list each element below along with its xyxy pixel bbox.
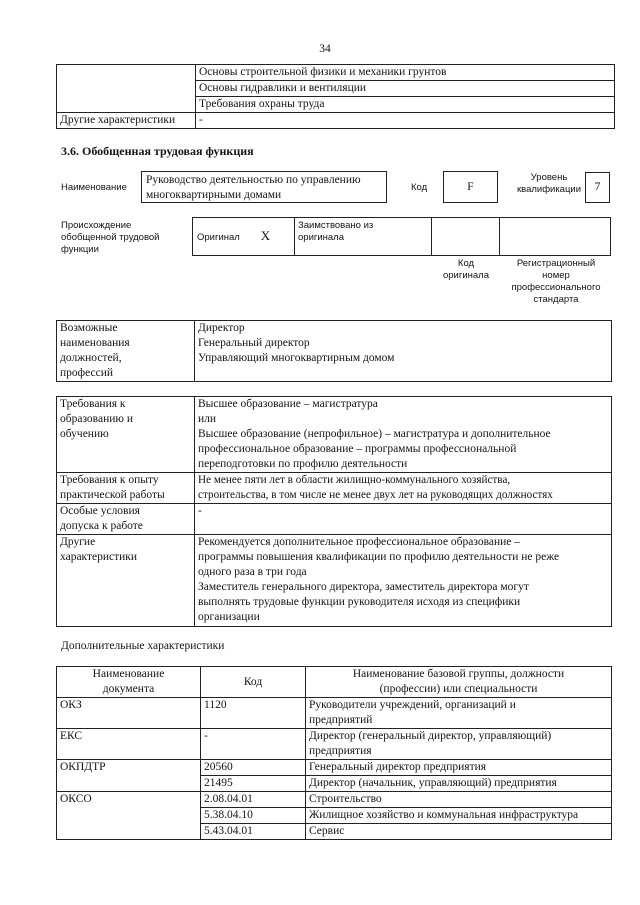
row-name-line: предприятия xyxy=(309,745,372,757)
other-characteristics-line: организации xyxy=(198,611,260,623)
special-conditions-label-line: допуска к работе xyxy=(60,520,143,532)
top-knowledge-table xyxy=(56,64,615,129)
code-value: F xyxy=(467,181,474,193)
header-document-line: Наименование xyxy=(92,668,165,680)
other-characteristics-label-line: Другие xyxy=(60,536,96,548)
original-cell xyxy=(193,218,295,256)
row-name-line: Строительство xyxy=(309,793,382,805)
row-code: 21495 xyxy=(201,776,306,792)
code-original-caption-line: оригинала xyxy=(442,270,489,281)
table-row xyxy=(57,698,612,729)
row-name-line: предприятий xyxy=(309,714,373,726)
top-table-value: Основы строительной физики и механики грунтов xyxy=(196,65,615,81)
level-label xyxy=(516,172,582,196)
top-table-label-cell xyxy=(57,65,196,113)
reg-number-cell xyxy=(500,218,611,256)
position-item: Генеральный директор xyxy=(198,337,310,349)
borrowed-cell xyxy=(295,218,432,256)
original-label: Оригинал xyxy=(197,232,240,243)
experience-label-line: Требования к опыту xyxy=(60,474,159,486)
row-name xyxy=(306,808,612,824)
other-characteristics-value xyxy=(195,535,612,627)
education-line: профессиональное образование – программы профессиональной xyxy=(198,443,517,455)
special-conditions-label-line: Особые условия xyxy=(60,505,140,517)
borrowed-label-line: оригинала xyxy=(298,232,345,243)
special-conditions-value xyxy=(195,504,612,535)
row-code: - xyxy=(201,729,306,760)
row-name xyxy=(306,760,612,776)
row-code: 2.08.04.01 xyxy=(201,792,306,808)
row-code: 5.38.04.10 xyxy=(201,808,306,824)
other-characteristics-line: выполнять трудовые функции руководителя исходя из специфики xyxy=(198,596,521,608)
name-value-line: Руководство деятельностью по управлению xyxy=(146,174,361,186)
positions-label-line: профессий xyxy=(60,367,114,379)
row-document: ОКПДТР xyxy=(57,760,201,792)
other-characteristics-line: Рекомендуется дополнительное профессиональное образование – xyxy=(198,536,521,548)
top-table-value: Основы гидравлики и вентиляции xyxy=(196,81,615,97)
education-label xyxy=(57,397,195,473)
origin-label-line: Происхождение xyxy=(61,220,132,231)
row-name xyxy=(306,792,612,808)
level-label-line: Уровень xyxy=(530,172,568,183)
reg-number-caption-line: Регистрационный xyxy=(516,258,596,269)
header-name-line: (профессии) или специальности xyxy=(379,683,538,695)
experience-value xyxy=(195,473,612,504)
row-name-line: Директор (генеральный директор, управляющий) xyxy=(309,730,552,742)
position-item: Управляющий многоквартирным домом xyxy=(198,352,395,364)
other-characteristics-line: Заместитель генерального директора, заместитель директора могут xyxy=(198,581,529,593)
other-characteristics-line: программы повышения квалификации по профилю деятельности не реже xyxy=(198,551,560,563)
experience-label xyxy=(57,473,195,504)
row-name xyxy=(306,776,612,792)
code-original-caption xyxy=(432,258,500,282)
origin-label-line: функции xyxy=(61,244,99,255)
reg-number-caption-line: профессионального xyxy=(511,282,601,293)
name-label: Наименование xyxy=(61,182,127,193)
positions-label xyxy=(57,321,195,382)
reg-number-caption-line: стандарта xyxy=(533,294,579,305)
section-title: 3.6. Обобщенная трудовая функция xyxy=(61,144,254,158)
row-name-line: Директор (начальник, управляющий) предприятия xyxy=(309,777,557,789)
header-name xyxy=(306,667,612,698)
page-number: 34 xyxy=(319,43,331,55)
code-value-box xyxy=(443,171,498,203)
row-name xyxy=(306,729,612,760)
row-name xyxy=(306,698,612,729)
name-value-box xyxy=(141,171,387,203)
top-table-value: Требования охраны труда xyxy=(196,97,615,113)
row-name-line: Генеральный директор предприятия xyxy=(309,761,487,773)
origin-label-line: обобщенной трудовой xyxy=(61,232,160,243)
row-name-line: Жилищное хозяйство и коммунальная инфраструктура xyxy=(309,809,579,821)
top-table-value: - xyxy=(196,113,615,129)
position-item: Директор xyxy=(198,322,245,334)
code-original-caption-line: Код xyxy=(457,258,475,269)
row-code: 5.43.04.01 xyxy=(201,824,306,840)
education-line: Высшее образование (непрофильное) – магистратура и дополнительное xyxy=(198,428,551,440)
level-value-box xyxy=(585,172,610,203)
borrowed-label-line: Заимствовано из xyxy=(298,220,374,231)
requirements-table xyxy=(56,396,612,627)
education-label-line: Требования к xyxy=(60,398,126,410)
education-line: Высшее образование – магистратура xyxy=(198,398,378,410)
header-code: Код xyxy=(201,667,306,698)
origin-table xyxy=(192,217,611,256)
origin-label xyxy=(61,220,159,256)
row-name-line: Сервис xyxy=(309,825,345,837)
code-label: Код xyxy=(411,182,428,193)
row-name xyxy=(306,824,612,840)
header-document xyxy=(57,667,201,698)
level-value: 7 xyxy=(594,181,601,193)
table-row xyxy=(57,760,612,776)
table-row xyxy=(57,729,612,760)
row-document: ОКСО xyxy=(57,792,201,840)
level-label-line: квалификации xyxy=(516,184,582,195)
row-code: 20560 xyxy=(201,760,306,776)
row-name-line: Руководители учреждений, организаций и xyxy=(309,699,516,711)
positions-table xyxy=(56,320,612,382)
other-characteristics-label xyxy=(57,535,195,627)
positions-label-line: наименования xyxy=(60,337,130,349)
row-document: ОКЗ xyxy=(57,698,201,729)
other-characteristics-line: одного раза в три года xyxy=(198,566,307,578)
special-conditions-line: - xyxy=(198,505,202,517)
table-row xyxy=(57,792,612,808)
reg-number-caption xyxy=(500,258,612,306)
positions-label-line: должностей, xyxy=(60,352,122,364)
special-conditions-label xyxy=(57,504,195,535)
education-label-line: обучению xyxy=(60,428,109,440)
header-document-line: документа xyxy=(102,683,155,695)
original-code-cell xyxy=(432,218,500,256)
education-line: переподготовки по профилю деятельности xyxy=(198,458,408,470)
other-characteristics-label-line: характеристики xyxy=(60,551,138,563)
reg-number-caption-line: номер xyxy=(542,270,570,281)
experience-label-line: практической работы xyxy=(60,489,165,501)
experience-line: Не менее пяти лет в области жилищно-коммунального хозяйства, xyxy=(198,474,511,486)
additional-title: Дополнительные характеристики xyxy=(61,640,225,652)
original-mark: X xyxy=(260,228,271,243)
education-line: или xyxy=(198,413,217,425)
positions-label-line: Возможные xyxy=(60,322,118,334)
top-table-label: Другие характеристики xyxy=(57,113,196,129)
positions-value xyxy=(195,321,612,382)
education-label-line: образованию и xyxy=(60,413,133,425)
additional-table xyxy=(56,666,612,840)
education-value xyxy=(195,397,612,473)
row-code: 1120 xyxy=(201,698,306,729)
header-name-line: Наименование базовой группы, должности xyxy=(352,668,565,680)
row-document: ЕКС xyxy=(57,729,201,760)
name-value-line: многоквартирными домами xyxy=(146,189,282,201)
experience-line: строительства, в том числе не менее двух лет на руководящих должностях xyxy=(198,489,553,501)
